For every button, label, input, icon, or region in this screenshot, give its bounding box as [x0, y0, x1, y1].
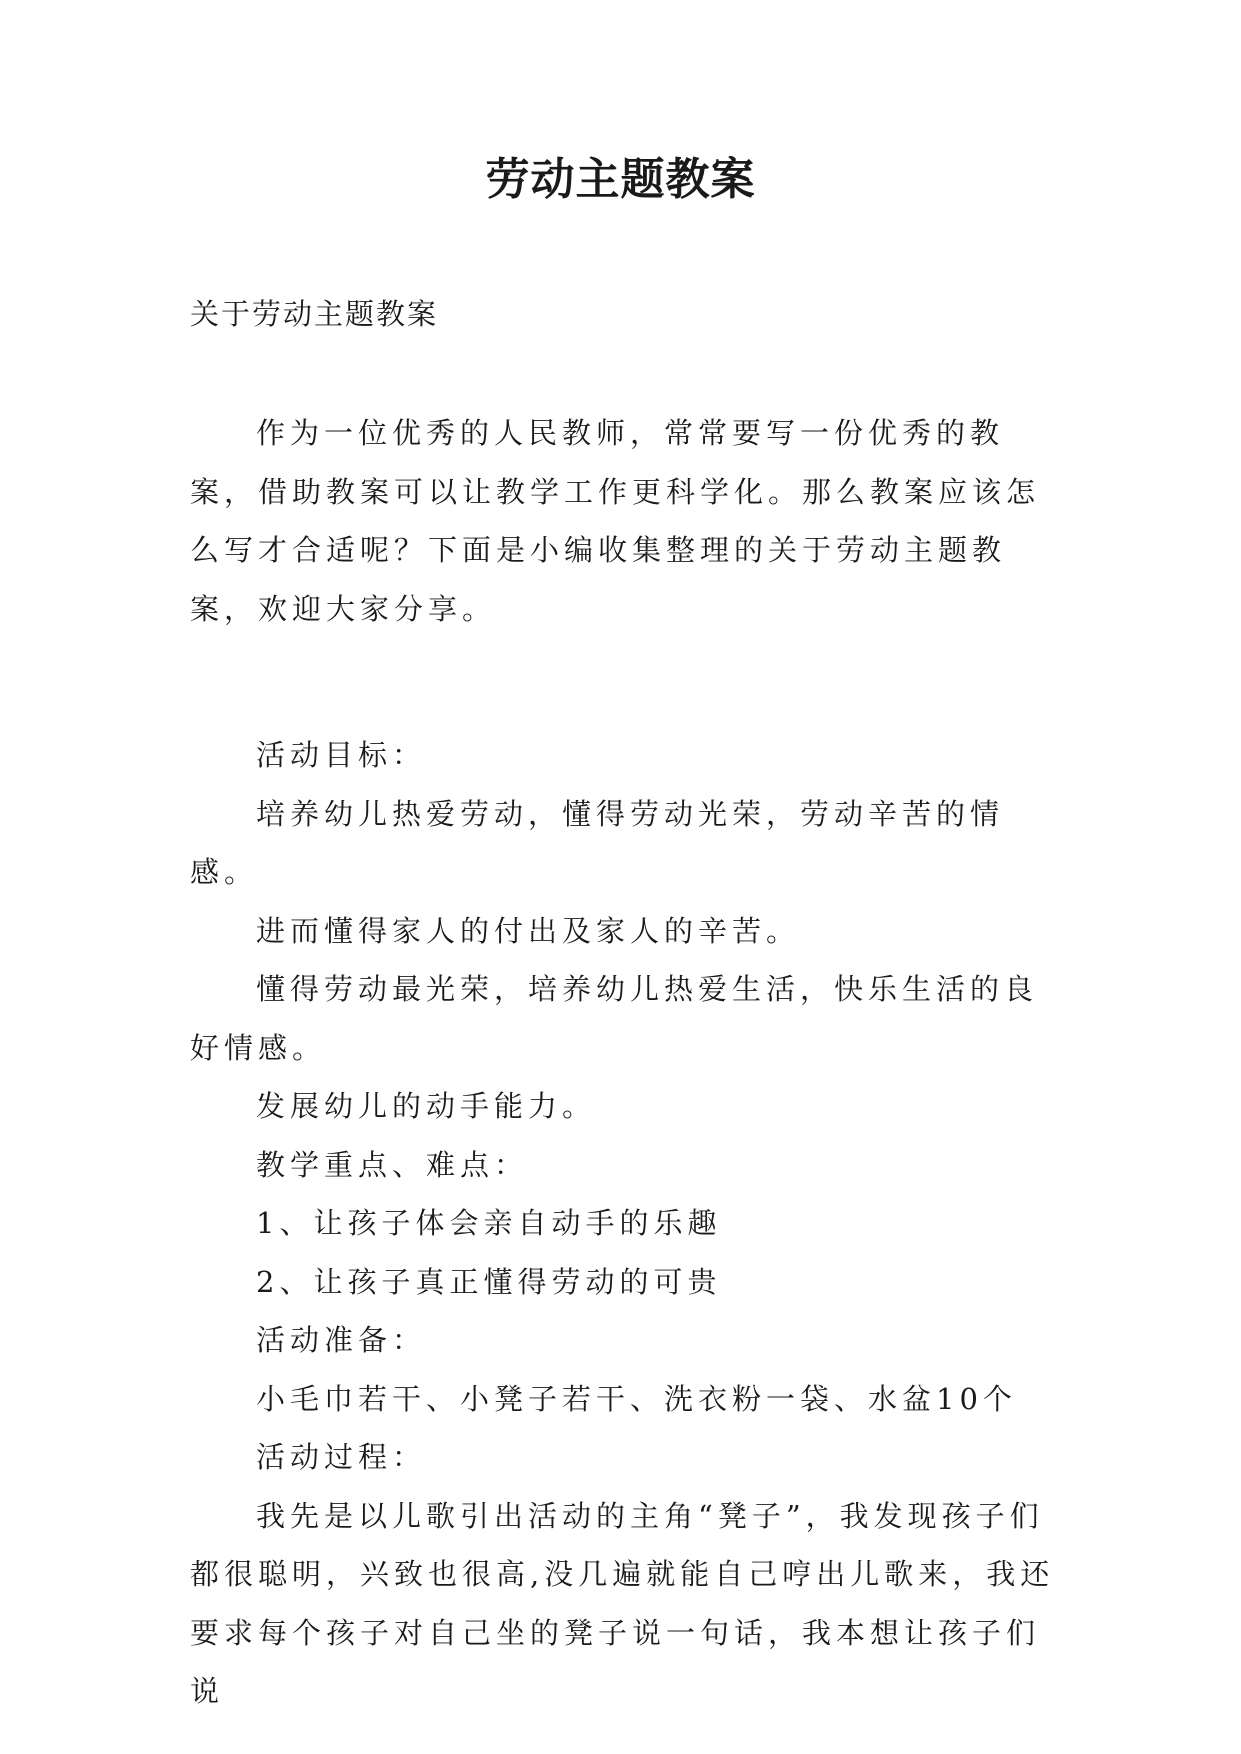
document-title: 劳动主题教案 — [485, 154, 756, 205]
paragraph: 懂得劳动最光荣，培养幼儿热爱生活，快乐生活的良好情感。 — [190, 972, 1039, 1065]
paragraph: 我先是以儿歌引出活动的主角“凳子”，我发现孩子们都很聪明，兴致也很高,没几遍就能自己哼出儿歌来，我还要求每个孩子对自己坐的凳子说一句话，我本想让孩子们说 — [190, 1498, 1055, 1708]
paragraph: 活动过程： — [256, 1440, 427, 1474]
paragraph: 小毛巾若干、小凳子若干、洗衣粉一袋、水盆10个 — [256, 1381, 1017, 1416]
paragraph-gap — [190, 638, 1060, 726]
document-body — [190, 404, 1060, 1721]
intro-paragraph: 作为一位优秀的人民教师，常常要写一份优秀的教案，借助教案可以让教学工作更科学化。那么教案应该怎么写才合适呢？下面是小编收集整理的关于劳动主题教案，欢迎大家分享。 — [190, 416, 1041, 626]
paragraph: 培养幼儿热爱劳动，懂得劳动光荣，劳动辛苦的情感。 — [190, 796, 1005, 889]
document-subtitle: 关于劳动主题教案 — [190, 297, 439, 331]
paragraph: 2、让孩子真正懂得劳动的可贵 — [256, 1264, 722, 1299]
paragraph: 活动准备： — [256, 1323, 427, 1357]
paragraph: 活动目标： — [256, 738, 427, 772]
paragraph: 进而懂得家人的付出及家人的辛苦。 — [256, 913, 801, 948]
paragraph: 1、让孩子体会亲自动手的乐趣 — [256, 1206, 722, 1240]
paragraph: 发展幼儿的动手能力。 — [256, 1089, 597, 1123]
paragraph: 教学重点、难点： — [256, 1147, 529, 1182]
